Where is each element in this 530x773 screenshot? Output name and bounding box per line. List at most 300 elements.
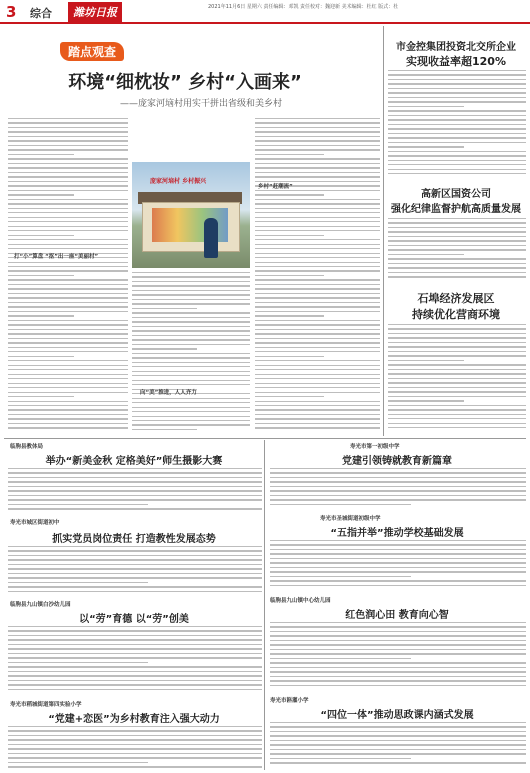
text-line [8, 266, 128, 267]
text-line [132, 294, 250, 295]
text-line [255, 279, 380, 280]
text-line [255, 383, 380, 384]
row1-left-body [8, 468, 262, 514]
newspaper-logo: 潍坊日报 [68, 2, 122, 22]
text-line [255, 405, 380, 406]
text-line [388, 173, 526, 174]
text-line [8, 550, 262, 551]
text-line [388, 101, 526, 102]
text-line [132, 353, 250, 354]
text-line [255, 244, 380, 245]
text-line [388, 124, 526, 125]
text-line [255, 288, 380, 289]
text-line [270, 540, 526, 541]
right-title-2b: 强化纪律监督护航高质量发展 [391, 204, 521, 215]
text-line [388, 231, 526, 232]
text-line [255, 320, 380, 321]
text-line [270, 653, 526, 654]
text-line [255, 239, 380, 240]
text-line [8, 320, 128, 321]
text-line [270, 490, 526, 491]
text-line [270, 722, 526, 723]
text-line [8, 378, 128, 379]
row3-left-kicker: 临朐县九山镇白沙幼儿园 [10, 602, 71, 608]
text-line [8, 270, 128, 271]
text-line [388, 263, 526, 264]
text-line [8, 573, 262, 574]
text-line [8, 244, 128, 245]
text-line [255, 329, 380, 330]
text-line [270, 481, 526, 482]
text-line [132, 375, 250, 376]
text-line [388, 346, 526, 347]
text-line [8, 414, 128, 415]
text-line [388, 276, 526, 277]
subhead-3: 向“美”推进，人人齐力 [140, 390, 197, 396]
text-line [8, 405, 128, 406]
photo-caption: 庞家河垴村 乡村振兴 [150, 178, 207, 185]
text-line [255, 122, 380, 123]
text-line [388, 382, 526, 383]
text-line [8, 176, 128, 177]
row1-right-body [270, 468, 526, 510]
text-line [255, 378, 380, 379]
text-line [388, 115, 526, 116]
text-line [255, 356, 324, 357]
text-line [270, 580, 526, 581]
text-line [8, 342, 128, 343]
text-line [132, 411, 250, 412]
text-line [8, 481, 262, 482]
text-line [270, 640, 526, 641]
text-line [255, 401, 380, 402]
text-line [8, 387, 128, 388]
text-line [388, 355, 526, 356]
text-line [8, 145, 128, 146]
text-line [270, 585, 526, 586]
row4-right-head: “四位一体”推动思政课内涵式发展 [320, 710, 474, 721]
text-line [8, 477, 262, 478]
text-line [270, 631, 526, 632]
text-line [132, 317, 250, 318]
text-line [388, 151, 526, 152]
text-line [8, 262, 128, 263]
text-line [388, 391, 526, 392]
text-line [8, 546, 262, 547]
text-line [388, 360, 464, 361]
row2-left-kicker: 寿光市城区街道初中 [10, 520, 60, 526]
text-line [8, 495, 262, 496]
text-line [8, 338, 128, 339]
text-line [255, 136, 380, 137]
text-line [132, 416, 250, 417]
text-line [8, 365, 128, 366]
text-line [388, 83, 526, 84]
text-line [8, 356, 74, 357]
text-line [255, 342, 380, 343]
text-line [388, 137, 526, 138]
text-line [8, 140, 128, 141]
text-line [270, 758, 411, 759]
text-line [8, 293, 128, 294]
text-line [8, 203, 128, 204]
text-line [8, 726, 262, 727]
text-line [388, 405, 526, 406]
text-line [8, 392, 128, 393]
text-line [255, 414, 380, 415]
text-line [388, 364, 526, 365]
text-line [132, 420, 250, 421]
text-line [270, 644, 526, 645]
text-line [8, 591, 262, 592]
text-line [8, 735, 262, 736]
text-line [270, 735, 526, 736]
text-line [255, 118, 380, 119]
text-line [132, 321, 250, 322]
page-number: 3 [6, 3, 17, 21]
text-line [270, 499, 526, 500]
text-line [255, 293, 380, 294]
text-line [270, 680, 526, 681]
text-line [255, 163, 380, 164]
text-line [132, 362, 250, 363]
text-line [388, 119, 526, 120]
row2-left-body [8, 546, 262, 596]
text-line [8, 306, 128, 307]
text-line [8, 739, 262, 740]
text-line [255, 203, 380, 204]
text-line [8, 680, 262, 681]
text-line [388, 423, 526, 424]
text-line [388, 258, 526, 259]
text-line [255, 306, 380, 307]
text-line [132, 348, 197, 349]
text-line [270, 685, 526, 686]
text-line [8, 315, 74, 316]
text-line [270, 635, 526, 636]
text-line [132, 402, 250, 403]
text-line [8, 586, 262, 587]
text-line [8, 279, 128, 280]
text-line [255, 315, 324, 316]
text-line [132, 429, 197, 430]
row4-right-body [270, 722, 526, 771]
row4-left-body [8, 726, 262, 771]
text-line [8, 730, 262, 731]
text-line [8, 230, 128, 231]
text-line [270, 731, 526, 732]
text-line [8, 374, 128, 375]
text-line [388, 169, 526, 170]
feature-badge: 踏点观查 [60, 42, 124, 61]
text-line [8, 744, 262, 745]
text-line [8, 131, 128, 132]
text-line [8, 626, 262, 627]
text-line [132, 407, 250, 408]
text-line [255, 297, 380, 298]
text-line [132, 330, 250, 331]
text-line [388, 369, 526, 370]
text-line [132, 281, 250, 282]
row3-left-body [8, 626, 262, 696]
text-line [8, 499, 262, 500]
text-line [8, 472, 262, 473]
text-line [8, 324, 128, 325]
row3-right-head: 红色润心田 教育向心智 [345, 610, 449, 621]
text-line [8, 158, 128, 159]
text-line [270, 562, 526, 563]
text-line [270, 495, 526, 496]
text-line [8, 154, 74, 155]
text-line [388, 97, 526, 98]
feature-col1 [8, 118, 128, 436]
text-line [388, 249, 526, 250]
text-line [8, 297, 128, 298]
row3-right-body [270, 622, 526, 690]
text-line [8, 302, 128, 303]
text-line [388, 267, 526, 268]
right-title-1: 市金控集团投资北交所企业 [396, 42, 516, 53]
text-line [388, 160, 526, 161]
feature-col3 [255, 118, 380, 436]
text-line [270, 762, 526, 763]
text-line [132, 380, 250, 381]
text-line [132, 312, 250, 313]
text-line [8, 671, 262, 672]
text-line [255, 418, 380, 419]
text-line [8, 248, 128, 249]
text-line [8, 504, 148, 505]
text-line [8, 383, 128, 384]
text-line [270, 468, 526, 469]
text-line [8, 351, 128, 352]
text-line [8, 172, 128, 173]
text-line [388, 164, 526, 165]
text-line [388, 106, 464, 107]
text-line [270, 744, 526, 745]
text-line [255, 208, 380, 209]
text-line [255, 194, 324, 195]
text-line [132, 344, 250, 345]
text-line [8, 208, 128, 209]
text-line [388, 133, 526, 134]
row2-right-kicker: 寿光市圣城街道初级中学 [320, 516, 381, 522]
text-line [388, 88, 526, 89]
text-line [388, 418, 526, 419]
row2-right-head: “五指并举”推动学校基础发展 [330, 528, 464, 539]
text-line [270, 662, 526, 663]
issue-meta: 2021年11月6日 星期六 责任编辑：邓凯 责任校对：魏迎新 美术编辑：杜红 版式：杜 [208, 4, 399, 10]
right-title-3: 石埠经济发展区 [417, 292, 495, 305]
row3-right-kicker: 临朐县九山镇中心幼儿园 [270, 598, 331, 604]
text-line [270, 558, 526, 559]
text-line [255, 347, 380, 348]
text-line [388, 245, 526, 246]
text-line [255, 235, 324, 236]
feature-subtitle: ——庞家河垴村用实干拼出省级和美乡村 [120, 99, 283, 109]
text-line [388, 400, 464, 401]
text-line [255, 145, 380, 146]
text-line [132, 366, 250, 367]
masthead [0, 0, 530, 24]
text-line [8, 675, 262, 676]
row4-right-kicker: 寿光市斟灌小学 [270, 698, 309, 704]
text-line [8, 508, 262, 509]
text-line [8, 185, 128, 186]
text-line [388, 240, 526, 241]
text-line [132, 335, 250, 336]
text-line [8, 423, 128, 424]
text-line [255, 149, 380, 150]
text-line [255, 230, 380, 231]
text-line [270, 726, 526, 727]
text-line [270, 753, 526, 754]
text-line [388, 74, 526, 75]
text-line [270, 576, 411, 577]
text-line [270, 472, 526, 473]
text-line [388, 409, 526, 410]
text-line [8, 559, 262, 560]
right-body-1 [388, 70, 526, 182]
text-line [255, 253, 380, 254]
text-line [388, 396, 526, 397]
text-line [8, 564, 262, 565]
right-body-2 [388, 218, 526, 284]
text-line [388, 155, 526, 156]
text-line [270, 667, 526, 668]
text-line [255, 365, 380, 366]
text-line [132, 384, 250, 385]
text-line [388, 128, 526, 129]
text-line [255, 131, 380, 132]
right-body-3 [388, 324, 526, 436]
text-line [8, 333, 128, 334]
feature-title: 环境“细枕妆” 乡村“入画来” [68, 72, 302, 93]
text-line [132, 299, 250, 300]
text-line [132, 276, 250, 277]
right-title-2: 高新区国资公司 [421, 189, 491, 200]
text-line [8, 639, 262, 640]
text-line [388, 324, 526, 325]
text-line [255, 167, 380, 168]
text-line [255, 409, 380, 410]
text-line [255, 158, 380, 159]
text-line [270, 626, 526, 627]
right-title-1b: 实现收益率超120% [406, 55, 506, 68]
section-name: 综合 [30, 7, 52, 20]
text-line [8, 689, 262, 690]
text-line [8, 118, 128, 119]
text-line [8, 347, 128, 348]
row2-right-body [270, 540, 526, 590]
text-line [8, 226, 128, 227]
text-line [8, 753, 262, 754]
text-line [8, 127, 128, 128]
text-line [8, 635, 262, 636]
text-line [255, 217, 380, 218]
text-line [8, 748, 262, 749]
text-line [255, 226, 380, 227]
text-line [388, 222, 526, 223]
text-line [8, 684, 262, 685]
text-line [8, 666, 262, 667]
text-line [255, 324, 380, 325]
text-line [8, 239, 128, 240]
text-line [8, 369, 128, 370]
text-line [255, 427, 380, 428]
row3-left-head: 以“劳”育德 以“劳”创美 [79, 614, 189, 625]
text-line [8, 149, 128, 150]
text-line [255, 266, 380, 267]
text-line [270, 740, 526, 741]
text-line [132, 326, 250, 327]
text-line [270, 553, 526, 554]
text-line [8, 630, 262, 631]
text-line [8, 190, 128, 191]
text-line [8, 221, 128, 222]
text-line [8, 136, 128, 137]
section-divider [4, 438, 526, 439]
text-line [132, 272, 250, 273]
row1-right-kicker: 寿光市第一初级中学 [350, 444, 400, 450]
text-line [8, 644, 262, 645]
text-line [255, 333, 380, 334]
text-line [132, 285, 250, 286]
text-line [8, 396, 74, 397]
text-line [8, 427, 128, 428]
text-line [270, 658, 411, 659]
text-line [255, 140, 380, 141]
text-line [255, 212, 380, 213]
text-line [270, 549, 526, 550]
text-line [255, 154, 324, 155]
text-line [8, 181, 128, 182]
text-line [388, 254, 464, 255]
text-line [388, 70, 526, 71]
text-line [132, 339, 250, 340]
text-line [255, 275, 324, 276]
text-line [8, 577, 262, 578]
col-divider [383, 26, 384, 436]
text-line [8, 657, 262, 658]
text-line [270, 676, 526, 677]
subhead-2: 乡村“赶潮流” [258, 184, 293, 190]
text-line [8, 311, 128, 312]
text-line [270, 649, 526, 650]
text-line [8, 409, 128, 410]
text-line [388, 272, 526, 273]
text-line [8, 762, 148, 763]
text-line [255, 374, 380, 375]
text-line [255, 387, 380, 388]
text-line [8, 766, 262, 767]
text-line [388, 373, 526, 374]
text-line [270, 622, 526, 623]
text-line [8, 568, 262, 569]
text-line [270, 671, 526, 672]
row4-left-head: “党建+恋医”为乡村教育注入强大动力 [48, 714, 220, 725]
text-line [388, 227, 526, 228]
text-line [8, 360, 128, 361]
text-line [8, 284, 128, 285]
text-line [255, 176, 380, 177]
text-line [8, 486, 262, 487]
text-line [270, 749, 526, 750]
row4-left-kicker: 寿光市稻城街道第四实验小学 [10, 702, 82, 708]
text-line [388, 337, 526, 338]
text-line [255, 257, 380, 258]
text-line [388, 378, 526, 379]
